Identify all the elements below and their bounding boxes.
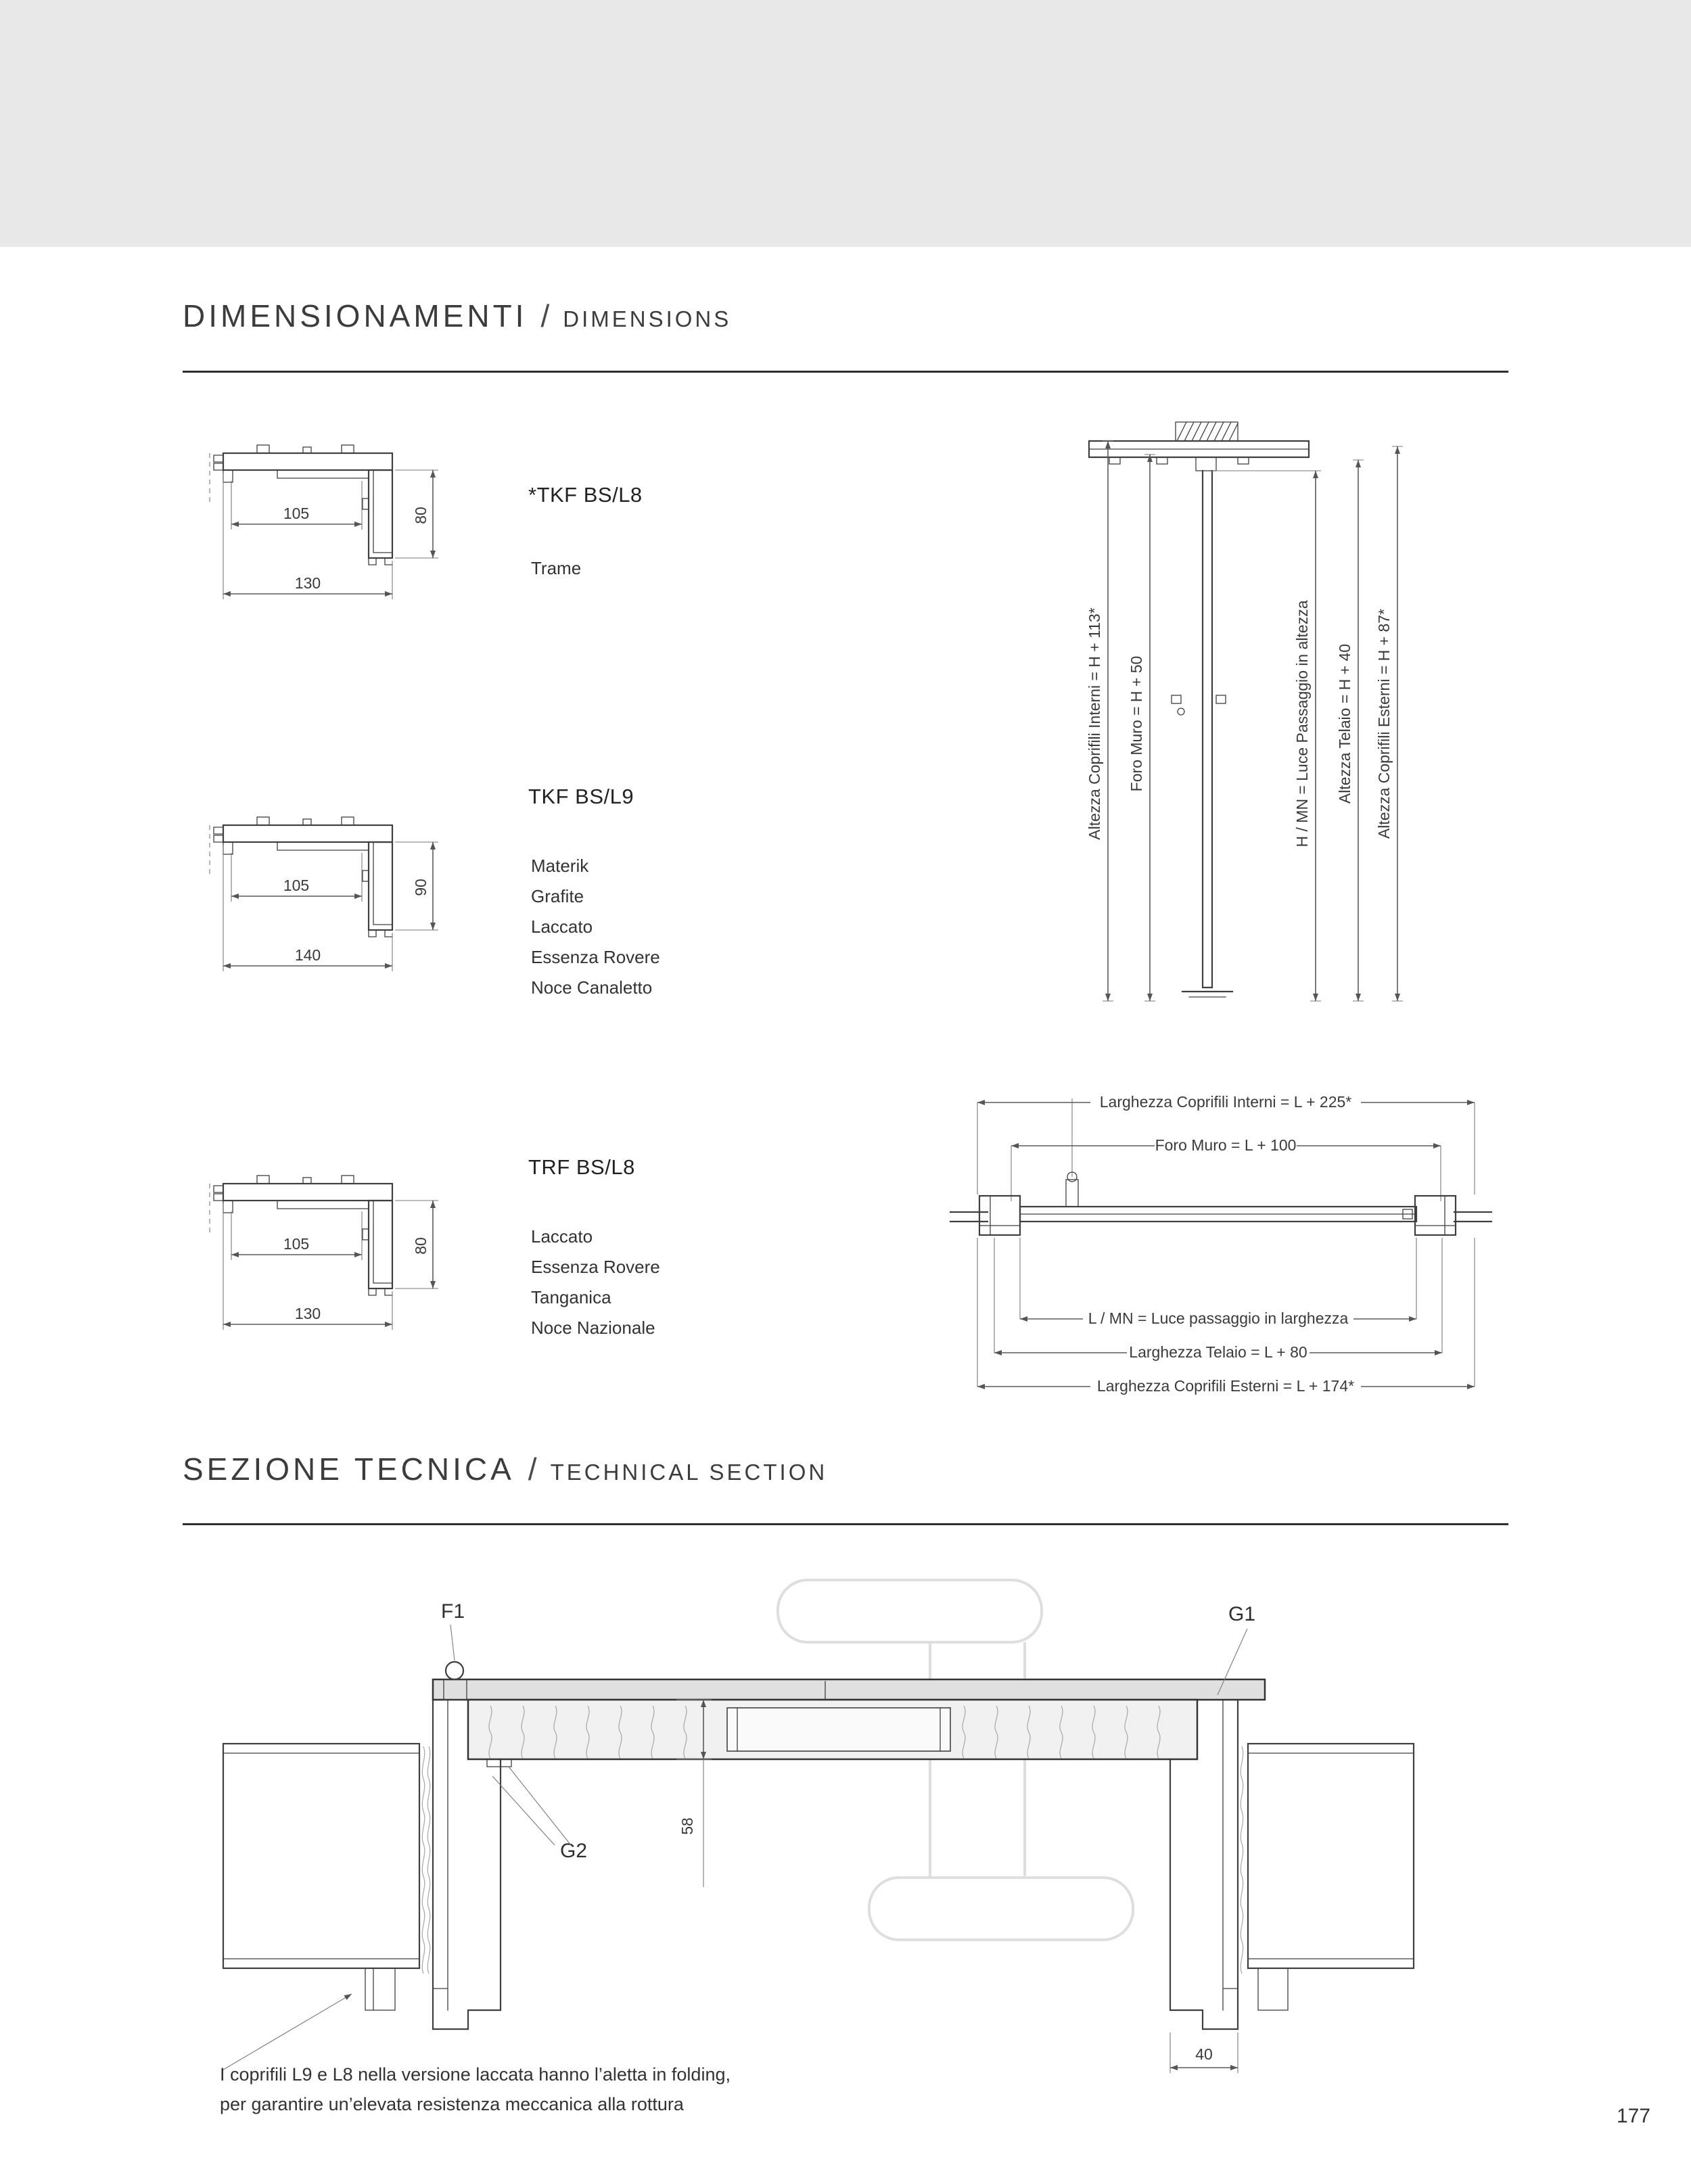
profile-drawing-tkf-bs-l9	[203, 795, 473, 991]
section-rule-dimensions	[183, 371, 1508, 373]
profile-drawing-tkf-bs-l8	[203, 423, 473, 619]
callout-f1: F1	[441, 1600, 465, 1623]
label-larghezza-coprifili-esterni: Larghezza Coprifili Esterni = L + 174*	[1096, 1377, 1355, 1395]
finish-item: Materik	[531, 856, 589, 876]
section-title-it: SEZIONE TECNICA	[183, 1451, 515, 1487]
section-title-separator: /	[528, 1451, 537, 1487]
dim-outer-width: 140	[294, 946, 321, 964]
bottom-dimension-rows	[977, 1238, 1475, 1396]
section-title-en: DIMENSIONS	[563, 306, 732, 331]
dim-height: 80	[412, 507, 430, 524]
dim-40: 40	[1195, 2045, 1213, 2063]
vertical-section-drawing	[1069, 406, 1529, 1028]
finish-item: Noce Canaletto	[531, 977, 653, 998]
top-dimension-rows	[977, 1093, 1475, 1201]
finish-item: Trame	[531, 558, 582, 578]
profile-code: TKF BS/L9	[528, 785, 634, 808]
finish-item: Laccato	[531, 1226, 593, 1247]
section-title-technical	[183, 1451, 827, 1487]
section-title-en: TECHNICAL SECTION	[550, 1460, 828, 1485]
dim-inner-width: 105	[283, 505, 310, 522]
head-frame	[1089, 422, 1309, 464]
hinge-pivot	[446, 1662, 463, 1679]
label-larghezza-telaio: Larghezza Telaio = L + 80	[1129, 1343, 1307, 1361]
left-wall-section	[223, 1744, 430, 2010]
finish-item: Laccato	[531, 916, 593, 937]
profile-finishes	[531, 1222, 660, 1343]
dim-outer-width: 130	[294, 574, 321, 592]
label-foro-muro-l: Foro Muro = L + 100	[1155, 1136, 1297, 1154]
profile-finishes	[531, 851, 660, 1003]
label-foro-muro-h: Foro Muro = H + 50	[1128, 655, 1145, 792]
floor-line	[1182, 992, 1232, 997]
door-leaf	[433, 1662, 1265, 1759]
footnote-leader-line	[223, 1994, 352, 2070]
profile-code: TRF BS/L8	[528, 1155, 635, 1179]
profile-drawing-trf-bs-l8	[203, 1153, 473, 1349]
dim-inner-width: 105	[283, 1235, 310, 1253]
label-larghezza-coprifili-interni: Larghezza Coprifili Interni = L + 225*	[1099, 1093, 1352, 1111]
top-gray-band	[0, 0, 1691, 247]
label-luce-passaggio-larghezza: L / MN = Luce passaggio in larghezza	[1088, 1309, 1349, 1327]
jamb-width-dimension	[1170, 2032, 1238, 2073]
dim-58: 58	[678, 1817, 696, 1835]
section-title-it: DIMENSIONAMENTI	[183, 298, 528, 333]
footnote-line-2: per garantire un’elevata resistenza meccanica alla rottura	[220, 2094, 684, 2114]
label-altezza-coprifili-esterni: Altezza Coprifili Esterni = H + 87*	[1375, 608, 1393, 839]
technical-section-drawing	[203, 1556, 1420, 2097]
callout-g1: G1	[1228, 1603, 1256, 1625]
label-luce-passaggio-altezza: H / MN = Luce Passaggio in altezza	[1293, 600, 1311, 847]
plan-section	[950, 1172, 1491, 1235]
dim-height: 90	[412, 879, 430, 896]
finish-item: Essenza Rovere	[531, 947, 660, 967]
section-rule-technical	[183, 1523, 1508, 1525]
dim-height: 80	[412, 1237, 430, 1255]
profile-code: *TKF BS/L8	[528, 483, 643, 507]
callout-g2: G2	[560, 1840, 588, 1862]
door-leaf-section	[1172, 457, 1226, 988]
finish-item: Tanganica	[531, 1287, 611, 1307]
finish-item: Essenza Rovere	[531, 1257, 660, 1277]
vertical-dimension-lines	[1103, 441, 1403, 1001]
profile-finishes	[531, 553, 581, 584]
finish-item: Grafite	[531, 886, 584, 906]
right-wall-section	[1241, 1744, 1414, 2010]
label-altezza-telaio: Altezza Telaio = H + 40	[1336, 643, 1353, 804]
page-number: 177	[1617, 2105, 1651, 2127]
footnote-line-1: I coprifili L9 e L8 nella versione laccata hanno l’aletta in folding,	[220, 2064, 731, 2085]
label-altezza-coprifili-interni: Altezza Coprifili Interni = H + 113*	[1086, 607, 1103, 840]
section-title-dimensions	[183, 298, 731, 334]
horizontal-section-drawing	[940, 1075, 1502, 1400]
dim-inner-width: 105	[283, 877, 310, 894]
finish-item: Noce Nazionale	[531, 1318, 655, 1338]
vertical-dimension-labels	[1086, 600, 1393, 847]
section-title-separator: /	[540, 298, 550, 333]
dim-outer-width: 130	[294, 1305, 321, 1322]
